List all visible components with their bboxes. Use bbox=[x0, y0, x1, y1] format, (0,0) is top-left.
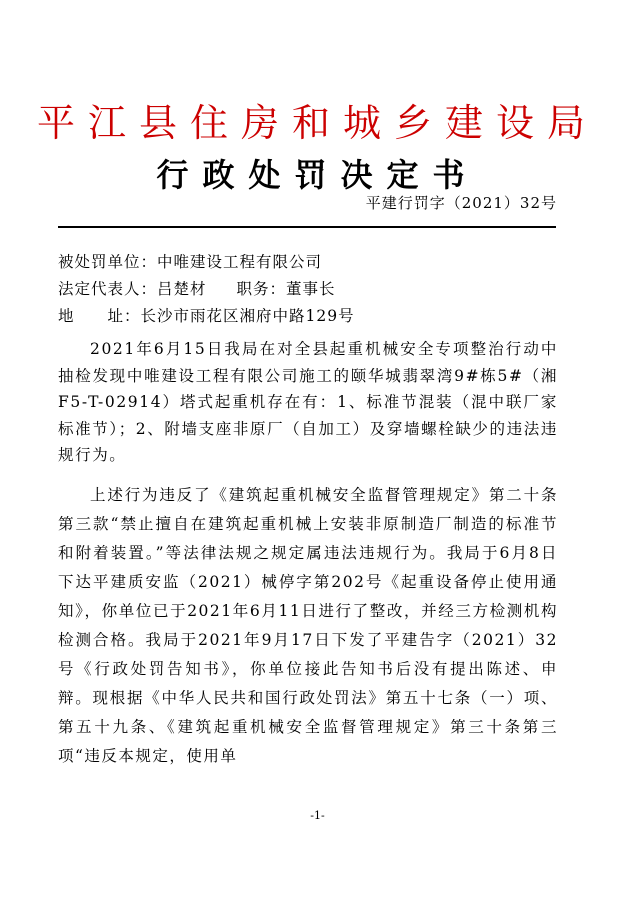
party-representative-row bbox=[58, 276, 558, 303]
representative-value: 吕楚材 bbox=[157, 280, 207, 298]
document-body bbox=[58, 249, 558, 771]
unit-label: 被处罚单位： bbox=[58, 253, 158, 271]
party-unit-row bbox=[58, 249, 558, 276]
address-value: 长沙市雨花区湘府中路129号 bbox=[140, 307, 355, 325]
paragraph-findings: 2021年6月15日我局在对全县起重机械安全专项整治行动中抽检发现中唯建设工程有限公司施工的颐华城翡翠湾9#栋5#（湘F5-T-02914）塔式起重机存在有：1、标准节混装（混中联厂家标准节）；2、附墙支座非原厂（自加工）及穿墙螺栓缺少的违法违规行为。 bbox=[58, 340, 558, 464]
page-number: -1- bbox=[310, 809, 325, 822]
party-address-row bbox=[58, 303, 558, 330]
address-label: 地 址： bbox=[58, 307, 141, 325]
paragraph-violation: 上述行为违反了《建筑起重机械安全监督管理规定》第二十条第三款“禁止擅自在建筑起重机械上安装非原制造厂制造的标准节和附着装置。”等法律法规之规定属违法违规行为。我局于6月8日下达平建质安监（2021）械停字第202号《起重设备停止使用通知》，你单位已于2021年6月11日进行了整改，并经三方检测机构检测合格。我局于2021年9月17日下发了平建告字（2021）32号《行政处罚告知书》，你单位接此告知书后没有提出陈述、申辩。现根据《中华人民共和国行政处罚法》第五十七条（一）项、第五十九条、《建筑起重机械安全监督管理规定》第三十条第三项“违反本规定，使用单 bbox=[58, 485, 558, 765]
representative-label: 法定代表人： bbox=[58, 280, 158, 298]
position-label: 职务： bbox=[236, 280, 287, 298]
header-divider bbox=[58, 226, 556, 228]
document-number: 平建行罚字（2021）32号 bbox=[365, 194, 557, 212]
document-title: 行政处罚决定书 bbox=[156, 156, 479, 194]
unit-value: 中唯建设工程有限公司 bbox=[157, 253, 323, 271]
position-value: 董事长 bbox=[286, 280, 336, 298]
issuing-authority: 平江县住房和城乡建设局 bbox=[36, 101, 598, 145]
